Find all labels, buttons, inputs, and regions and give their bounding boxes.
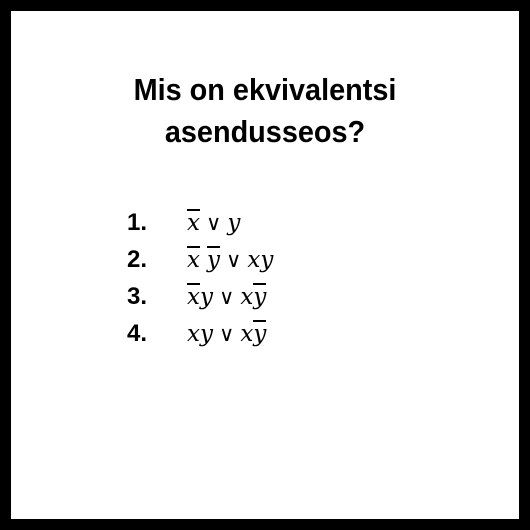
option-number: 1. bbox=[127, 208, 148, 236]
or-operator: ∨ bbox=[218, 322, 235, 346]
question-title-line-2: asendusseos? bbox=[164, 114, 366, 149]
option-expression bbox=[187, 283, 266, 310]
answer-option-4[interactable] bbox=[127, 315, 273, 352]
variable-x: x bbox=[247, 247, 261, 273]
option-expression bbox=[187, 246, 273, 273]
question-title bbox=[29, 69, 501, 153]
variable-x: x bbox=[240, 284, 254, 310]
option-expression bbox=[187, 209, 240, 236]
answer-option-3[interactable] bbox=[127, 278, 273, 315]
negated-variable-y: y bbox=[253, 321, 267, 347]
option-expression bbox=[187, 320, 266, 347]
variable-x: x bbox=[240, 321, 254, 347]
or-operator: ∨ bbox=[205, 211, 222, 235]
or-operator: ∨ bbox=[225, 248, 242, 272]
variable-x: x bbox=[187, 321, 200, 347]
variable-y: y bbox=[199, 284, 213, 310]
or-operator: ∨ bbox=[218, 285, 235, 309]
negated-variable-x: x bbox=[187, 284, 200, 310]
question-title-line-1: Mis on ekvivalentsi bbox=[133, 72, 397, 107]
option-number: 4. bbox=[127, 319, 148, 347]
variable-y: y bbox=[199, 321, 213, 347]
negated-variable-y: y bbox=[206, 247, 220, 273]
answer-option-2[interactable] bbox=[127, 241, 273, 278]
negated-variable-x: x bbox=[187, 210, 200, 236]
option-number: 3. bbox=[127, 282, 148, 310]
answer-options-list bbox=[127, 204, 273, 352]
option-number: 2. bbox=[127, 245, 148, 273]
negated-variable-x: x bbox=[187, 247, 200, 273]
variable-y: y bbox=[260, 247, 274, 273]
negated-variable-y: y bbox=[253, 284, 267, 310]
answer-option-1[interactable] bbox=[127, 204, 273, 241]
variable-y: y bbox=[227, 210, 241, 236]
